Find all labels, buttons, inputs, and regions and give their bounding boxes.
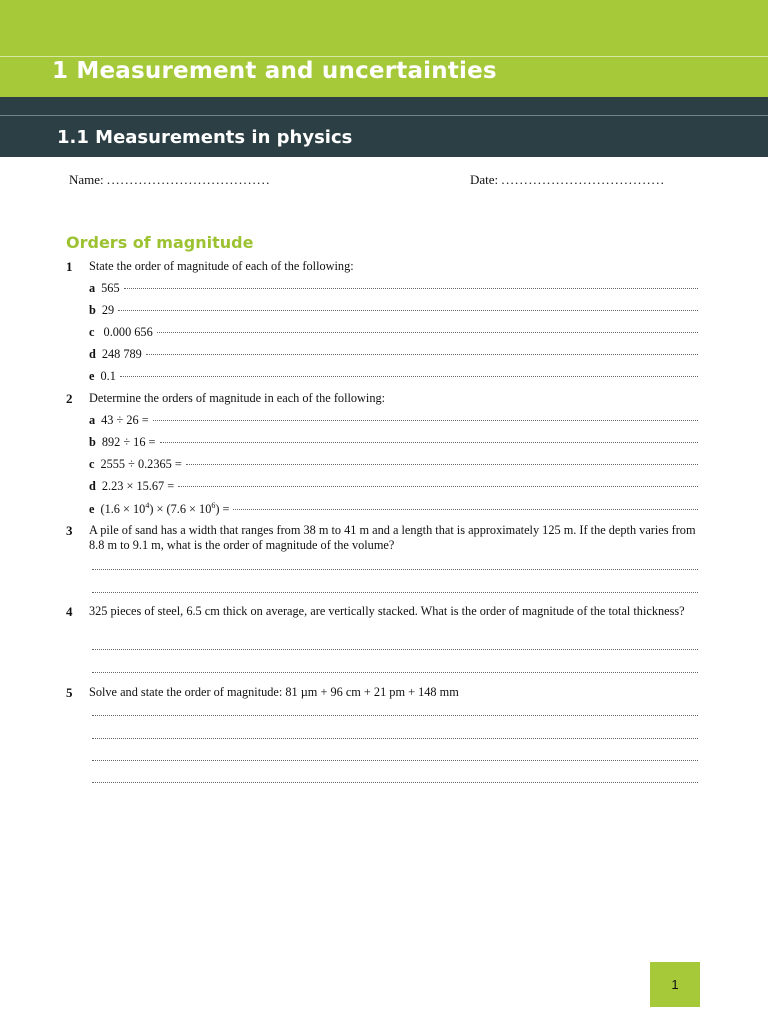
answer-line[interactable] [92,672,698,673]
exponent: 4 [145,501,150,510]
question-number: 4 [66,604,73,619]
page-number-box [650,962,700,1007]
expr-text: ) = [215,502,230,517]
part-text: 29 [101,303,115,317]
question-number: 3 [66,523,73,538]
answer-line[interactable] [92,592,698,593]
answer-line-1c[interactable] [89,325,698,341]
answer-line-2a[interactable] [89,413,698,429]
part-label: a [89,413,96,427]
name-field[interactable] [69,172,271,188]
exponent: 6 [211,501,216,510]
part-text: 565 [101,281,120,295]
answer-dots [124,288,698,289]
answer-dots [118,310,698,311]
date-dots: .................................... [501,172,666,187]
answer-dots [153,420,698,421]
date-field[interactable] [470,172,665,188]
section-title: 1.1 Measurements in physics [57,127,353,148]
answer-line-1b[interactable] [89,303,698,319]
name-dots: .................................... [106,172,271,187]
expr-text: ) × (7.6 × 10 [149,502,212,517]
question-number: 5 [66,685,73,700]
answer-line[interactable] [92,649,698,650]
part-label: c [89,457,95,471]
answer-line-1a[interactable] [89,281,698,297]
question-text: State the order of magnitude of each of the following: [89,259,354,273]
expr-text: (1.6 × 10 [100,502,146,517]
banner-divider [0,56,768,57]
date-label: Date: [470,172,499,187]
question-number: 2 [66,391,73,406]
part-label: d [89,347,96,361]
chapter-title: 1 Measurement and uncertainties [52,58,497,84]
part-text: 43 ÷ 26 = [101,413,149,427]
section-heading: Orders of magnitude [66,233,254,252]
question-text: A pile of sand has a width that ranges from 38 m to 41 m and a length that is approximately 125 m. If the depth varies from 8.8 m to 9.1 m, what is the order of magnitude of the volume? [89,523,696,552]
part-text: 0.000 656 [100,325,153,339]
part-text [100,501,229,517]
name-label: Name: [69,172,104,187]
part-text: 2.23 × 15.67 = [101,479,175,493]
part-label: e [89,502,95,517]
answer-line-2d[interactable] [89,479,698,495]
answer-line[interactable] [92,782,698,783]
part-label: b [89,303,96,317]
question-text: Solve and state the order of magnitude: 81 µm + 96 cm + 21 pm + 148 mm [89,685,459,699]
answer-dots [157,332,698,333]
answer-line[interactable] [92,760,698,761]
part-text: 248 789 [101,347,142,361]
part-text: 2555 ÷ 0.2365 = [100,457,182,471]
part-text: 0.1 [100,369,116,383]
answer-dots [120,376,698,377]
answer-dots [160,442,699,443]
answer-dots [178,486,698,487]
question-number: 1 [66,259,73,274]
answer-line-2b[interactable] [89,435,698,451]
page-number: 1 [671,977,679,992]
answer-line[interactable] [92,715,698,716]
answer-line[interactable] [92,738,698,739]
part-label: c [89,325,95,339]
answer-dots [233,509,698,510]
question-text: Determine the orders of magnitude in each of the following: [89,391,386,405]
part-label: e [89,369,95,383]
question-text: 325 pieces of steel, 6.5 cm thick on average, are vertically stacked. What is the order of magnitude of the total thickness? [89,604,685,618]
answer-line-1d[interactable] [89,347,698,363]
part-label: b [89,435,96,449]
answer-dots [146,354,698,355]
answer-line[interactable] [92,569,698,570]
answer-dots [186,464,698,465]
section-divider [0,115,768,116]
part-label: a [89,281,96,295]
answer-line-1e[interactable] [89,369,698,385]
answer-line-2c[interactable] [89,457,698,473]
part-label: d [89,479,96,493]
part-text: 892 ÷ 16 = [101,435,156,449]
answer-line-2e[interactable] [89,501,698,517]
